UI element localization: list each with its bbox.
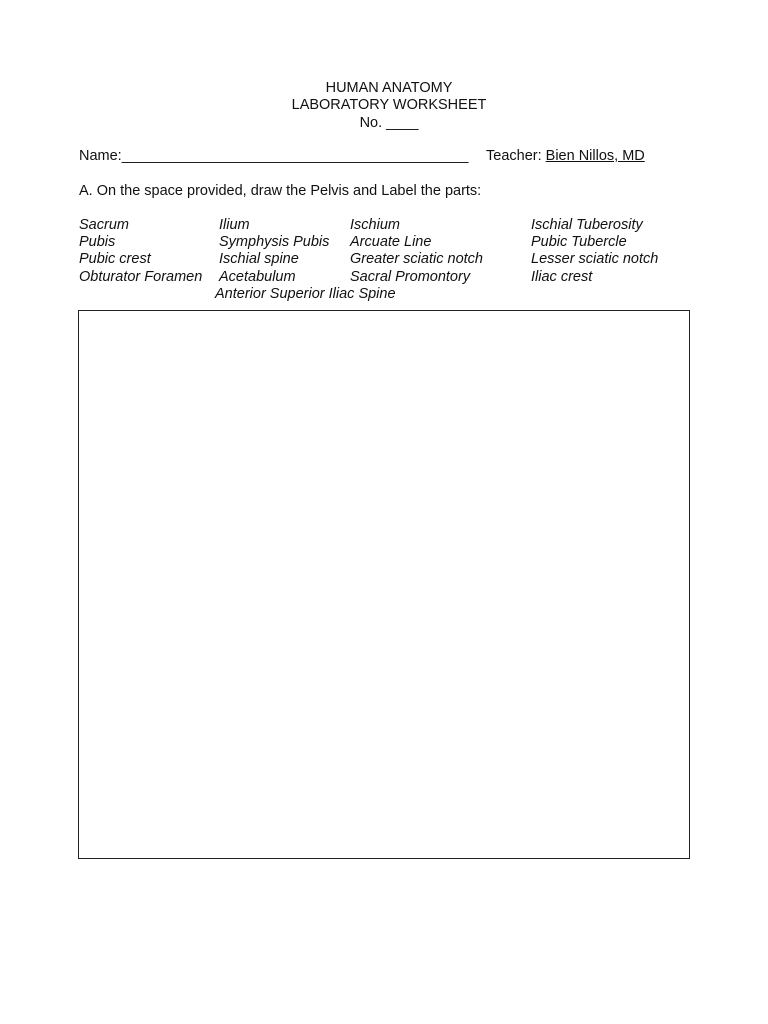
- part-label: Ischial spine: [219, 251, 299, 267]
- name-field-label: Name:___________________________________________: [79, 148, 469, 164]
- part-label: Pubic crest: [79, 251, 151, 267]
- part-label: Lesser sciatic notch: [531, 251, 659, 267]
- teacher-label: Teacher:: [486, 148, 546, 164]
- part-label: Ilium: [219, 217, 250, 233]
- instruction-text: On the space provided, draw the Pelvis and Label the parts:: [92, 183, 482, 199]
- part-label: Obturator Foramen: [79, 269, 203, 285]
- part-label: Greater sciatic notch: [350, 251, 483, 267]
- part-label: Acetabulum: [219, 269, 296, 285]
- teacher-line: [486, 148, 645, 165]
- worksheet-subtitle: LABORATORY WORKSHEET: [291, 97, 487, 113]
- worksheet-title: HUMAN ANATOMY: [325, 80, 453, 96]
- part-label: Ischial Tuberosity: [531, 217, 643, 233]
- worksheet-number: No. ____: [359, 115, 419, 131]
- part-label: Arcuate Line: [350, 234, 432, 250]
- part-label: Sacrum: [79, 217, 129, 233]
- drawing-area[interactable]: [78, 310, 690, 859]
- part-label: Sacral Promontory: [350, 269, 471, 285]
- part-label: Anterior Superior Iliac Spine: [215, 286, 396, 302]
- part-label: Iliac crest: [531, 269, 593, 285]
- part-label: Symphysis Pubis: [219, 234, 330, 250]
- part-label: Pubic Tubercle: [531, 234, 627, 250]
- part-label: Ischium: [350, 217, 400, 233]
- instruction-marker: A.: [79, 183, 93, 199]
- teacher-name: Bien Nillos, MD: [545, 148, 645, 164]
- instruction-line: [79, 183, 481, 200]
- part-label: Pubis: [79, 234, 116, 250]
